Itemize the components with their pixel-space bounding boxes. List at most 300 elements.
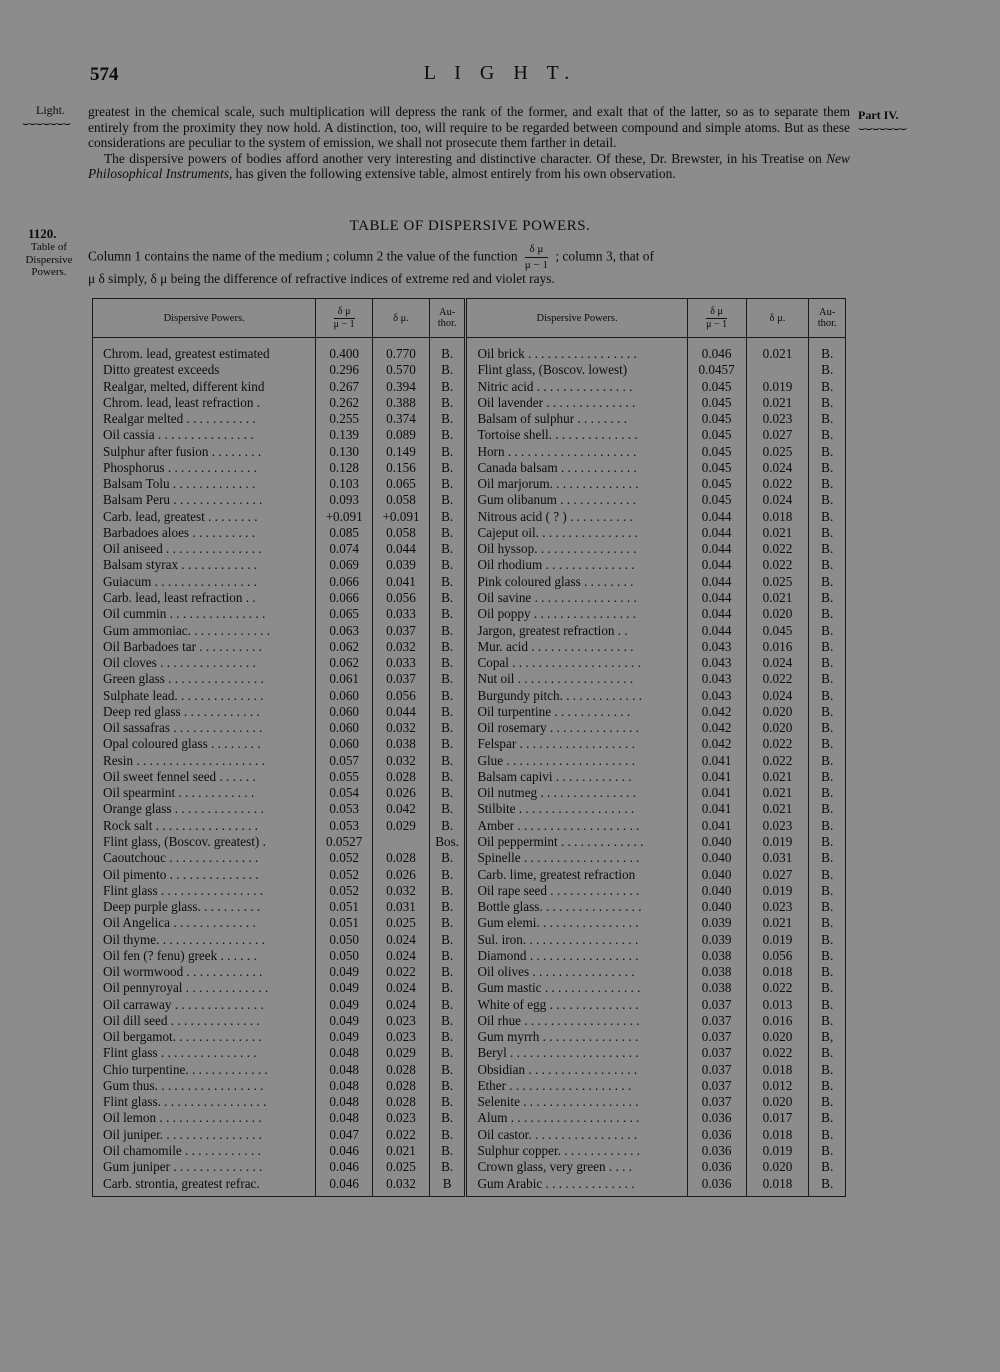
header-diff-left: δ μ. xyxy=(373,299,430,338)
header-author-right: Au- thor. xyxy=(809,299,846,338)
header-ratio-right: $\frac{\text{δ μ}}{\mu - 1}$ xyxy=(687,299,746,338)
left-ratio-value: 0.139 xyxy=(316,427,373,443)
left-ratio-value: 0.103 xyxy=(316,476,373,492)
left-author: B. xyxy=(429,1094,466,1110)
right-medium-name: Mur. acid . . . . . . . . . . . . . . . . xyxy=(466,639,687,655)
right-author: B. xyxy=(809,753,846,769)
right-difference-value: 0.020 xyxy=(746,1094,809,1110)
right-medium-name: Balsam capivi . . . . . . . . . . . . xyxy=(466,769,687,785)
table-row xyxy=(93,492,846,508)
left-medium-name: Carb. lead, greatest . . . . . . . . xyxy=(93,509,316,525)
right-author: B. xyxy=(809,1159,846,1175)
left-medium-name: Oil bergamot. . . . . . . . . . . . . . xyxy=(93,1029,316,1045)
right-medium-name: Stilbite . . . . . . . . . . . . . . . . . . xyxy=(466,801,687,817)
right-difference-value: 0.022 xyxy=(746,671,809,687)
left-difference-value: 0.058 xyxy=(373,492,430,508)
left-medium-name: Flint glass . . . . . . . . . . . . . . . xyxy=(93,1045,316,1061)
left-ratio-value: 0.057 xyxy=(316,753,373,769)
right-medium-name: Oil hyssop. . . . . . . . . . . . . . . . xyxy=(466,541,687,557)
paragraph-2: The dispersive powers of bodies afford another very interesting and distinctive character. Of these, Dr. Brewster, in his Treatise on New Philosophical Instruments, has given the following extensive table, almost entirely from his own observation. xyxy=(88,150,850,182)
left-difference-value: 0.089 xyxy=(373,427,430,443)
right-author: B. xyxy=(809,492,846,508)
left-difference-value: 0.039 xyxy=(373,557,430,573)
section-label: Table of Dispersive Powers. xyxy=(25,241,73,278)
right-difference-value: 0.021 xyxy=(746,769,809,785)
left-difference-value: 0.028 xyxy=(373,1094,430,1110)
left-difference-value: 0.023 xyxy=(373,1013,430,1029)
left-medium-name: Realgar melted . . . . . . . . . . . xyxy=(93,411,316,427)
right-ratio-value: 0.041 xyxy=(687,801,746,817)
left-ratio-value: 0.400 xyxy=(316,338,373,363)
right-ratio-value: 0.045 xyxy=(687,427,746,443)
left-author: B. xyxy=(429,379,466,395)
left-medium-name: Oil fen (? fenu) greek . . . . . . xyxy=(93,948,316,964)
right-ratio-value: 0.042 xyxy=(687,736,746,752)
right-difference-value: 0.023 xyxy=(746,899,809,915)
right-difference-value: 0.012 xyxy=(746,1078,809,1094)
left-difference-value: 0.028 xyxy=(373,1062,430,1078)
right-author: B, xyxy=(809,1029,846,1045)
left-author: B. xyxy=(429,1159,466,1175)
table-row xyxy=(93,427,846,443)
table-row xyxy=(93,476,846,492)
left-author: B. xyxy=(429,492,466,508)
left-difference-value: 0.025 xyxy=(373,1159,430,1175)
right-ratio-value: 0.045 xyxy=(687,379,746,395)
left-ratio-value: 0.052 xyxy=(316,883,373,899)
left-author: B. xyxy=(429,541,466,557)
left-difference-value: 0.025 xyxy=(373,915,430,931)
table-row xyxy=(93,834,846,850)
left-difference-value: 0.032 xyxy=(373,720,430,736)
left-medium-name: Gum thus. . . . . . . . . . . . . . . . . xyxy=(93,1078,316,1094)
table-row xyxy=(93,541,846,557)
table-row xyxy=(93,736,846,752)
left-author: B. xyxy=(429,1143,466,1159)
left-ratio-value: 0.048 xyxy=(316,1094,373,1110)
right-author: B. xyxy=(809,1143,846,1159)
right-ratio-value: 0.040 xyxy=(687,899,746,915)
left-ratio-value: +0.091 xyxy=(316,509,373,525)
right-author: B. xyxy=(809,964,846,980)
right-medium-name: Nut oil . . . . . . . . . . . . . . . . . . xyxy=(466,671,687,687)
right-medium-name: Gum mastic . . . . . . . . . . . . . . . xyxy=(466,980,687,996)
left-ratio-value: 0.055 xyxy=(316,769,373,785)
table-row xyxy=(93,623,846,639)
right-author: B. xyxy=(809,338,846,363)
right-author: B. xyxy=(809,818,846,834)
left-ratio-value: 0.062 xyxy=(316,639,373,655)
left-author: B. xyxy=(429,704,466,720)
right-ratio-value: 0.044 xyxy=(687,541,746,557)
table-row xyxy=(93,997,846,1013)
table-row xyxy=(93,704,846,720)
left-difference-value: 0.065 xyxy=(373,476,430,492)
left-author: B. xyxy=(429,606,466,622)
table-header-row xyxy=(93,299,846,338)
right-author: B. xyxy=(809,980,846,996)
left-medium-name: Chrom. lead, least refraction . xyxy=(93,395,316,411)
left-difference-value: +0.091 xyxy=(373,509,430,525)
left-ratio-value: 0.052 xyxy=(316,850,373,866)
right-ratio-value: 0.044 xyxy=(687,623,746,639)
left-ratio-value: 0.060 xyxy=(316,736,373,752)
right-difference-value: 0.025 xyxy=(746,444,809,460)
right-ratio-value: 0.045 xyxy=(687,460,746,476)
left-ratio-value: 0.049 xyxy=(316,980,373,996)
left-medium-name: Carb. lead, least refraction . . xyxy=(93,590,316,606)
left-medium-name: Gum ammoniac. . . . . . . . . . . . . xyxy=(93,623,316,639)
table-row xyxy=(93,850,846,866)
right-author: B. xyxy=(809,557,846,573)
table-row xyxy=(93,411,846,427)
left-medium-name: Gum juniper . . . . . . . . . . . . . . xyxy=(93,1159,316,1175)
left-medium-name: Flint glass, (Boscov. greatest) . xyxy=(93,834,316,850)
left-medium-name: Deep purple glass. . . . . . . . . . xyxy=(93,899,316,915)
right-author: B. xyxy=(809,362,846,378)
right-author: B. xyxy=(809,785,846,801)
table-row xyxy=(93,899,846,915)
left-difference-value: 0.031 xyxy=(373,899,430,915)
left-difference-value: 0.394 xyxy=(373,379,430,395)
table-row xyxy=(93,1176,846,1197)
right-difference-value: 0.021 xyxy=(746,338,809,363)
table-row xyxy=(93,964,846,980)
right-ratio-value: 0.037 xyxy=(687,1094,746,1110)
left-author: B. xyxy=(429,736,466,752)
right-author: B. xyxy=(809,720,846,736)
left-author: B. xyxy=(429,899,466,915)
right-ratio-value: 0.043 xyxy=(687,671,746,687)
right-author: B. xyxy=(809,541,846,557)
right-author: B. xyxy=(809,883,846,899)
left-ratio-value: 0.046 xyxy=(316,1176,373,1197)
left-medium-name: Oil sweet fennel seed . . . . . . xyxy=(93,769,316,785)
right-author: B. xyxy=(809,850,846,866)
table-row xyxy=(93,883,846,899)
right-medium-name: Copal . . . . . . . . . . . . . . . . . . . . xyxy=(466,655,687,671)
paragraph-1: greatest in the chemical scale, such multiplication will depress the rank of the former, and exalt that of the latter, so as to separate them entirely from the proximity they now hold. A distinction, too, will require to be regarded between compound and simple atoms. But as these considerations are peculiar to the system of emission, we shall not prosecute them farther in detail. xyxy=(88,104,850,151)
left-author: B. xyxy=(429,980,466,996)
left-difference-value: 0.023 xyxy=(373,1029,430,1045)
left-author: B xyxy=(429,1176,466,1197)
table-body xyxy=(93,338,846,1197)
running-head: L I G H T. xyxy=(423,62,577,84)
left-medium-name: Realgar, melted, different kind xyxy=(93,379,316,395)
right-difference-value: 0.027 xyxy=(746,427,809,443)
right-medium-name: Amber . . . . . . . . . . . . . . . . . . . xyxy=(466,818,687,834)
left-difference-value: 0.037 xyxy=(373,671,430,687)
left-author: B. xyxy=(429,1029,466,1045)
table-row xyxy=(93,525,846,541)
right-author: B. xyxy=(809,915,846,931)
right-ratio-value: 0.041 xyxy=(687,769,746,785)
left-ratio-value: 0.053 xyxy=(316,801,373,817)
right-difference-value: 0.021 xyxy=(746,525,809,541)
header-diff-right: δ μ. xyxy=(746,299,809,338)
left-ratio-value: 0.049 xyxy=(316,997,373,1013)
right-ratio-value: 0.040 xyxy=(687,834,746,850)
left-medium-name: Oil wormwood . . . . . . . . . . . . xyxy=(93,964,316,980)
right-difference-value: 0.024 xyxy=(746,655,809,671)
left-ratio-value: 0.061 xyxy=(316,671,373,687)
table-row xyxy=(93,932,846,948)
right-medium-name: Oil lavender . . . . . . . . . . . . . . xyxy=(466,395,687,411)
left-ratio-value: 0.047 xyxy=(316,1127,373,1143)
left-difference-value: 0.024 xyxy=(373,932,430,948)
right-author: B. xyxy=(809,671,846,687)
right-difference-value: 0.020 xyxy=(746,1029,809,1045)
right-author: B. xyxy=(809,639,846,655)
right-ratio-value: 0.036 xyxy=(687,1176,746,1197)
left-medium-name: Flint glass. . . . . . . . . . . . . . . . . xyxy=(93,1094,316,1110)
right-ratio-value: 0.040 xyxy=(687,883,746,899)
table-row xyxy=(93,671,846,687)
left-difference-value: 0.029 xyxy=(373,818,430,834)
left-medium-name: Guiacum . . . . . . . . . . . . . . . . xyxy=(93,574,316,590)
right-difference-value: 0.019 xyxy=(746,379,809,395)
right-author: B. xyxy=(809,427,846,443)
right-author: B. xyxy=(809,1127,846,1143)
left-medium-name: Oil cummin . . . . . . . . . . . . . . . xyxy=(93,606,316,622)
left-difference-value: 0.058 xyxy=(373,525,430,541)
right-author: B. xyxy=(809,948,846,964)
right-author: B. xyxy=(809,769,846,785)
right-ratio-value: 0.037 xyxy=(687,1078,746,1094)
right-ratio-value: 0.036 xyxy=(687,1110,746,1126)
left-difference-value: 0.033 xyxy=(373,655,430,671)
right-difference-value: 0.021 xyxy=(746,801,809,817)
right-difference-value: 0.022 xyxy=(746,476,809,492)
body-text xyxy=(88,104,850,182)
left-author: B. xyxy=(429,801,466,817)
right-medium-name: Canada balsam . . . . . . . . . . . . xyxy=(466,460,687,476)
right-ratio-value: 0.041 xyxy=(687,818,746,834)
left-difference-value: 0.770 xyxy=(373,338,430,363)
right-ratio-value: 0.044 xyxy=(687,557,746,573)
right-medium-name: Oil rosemary . . . . . . . . . . . . . . xyxy=(466,720,687,736)
left-author: B. xyxy=(429,867,466,883)
left-difference-value: 0.024 xyxy=(373,948,430,964)
table-row xyxy=(93,769,846,785)
right-ratio-value: 0.045 xyxy=(687,476,746,492)
right-ratio-value: 0.044 xyxy=(687,574,746,590)
right-author: B. xyxy=(809,1013,846,1029)
left-medium-name: Caoutchouc . . . . . . . . . . . . . . xyxy=(93,850,316,866)
right-ratio-value: 0.038 xyxy=(687,948,746,964)
left-difference-value: 0.042 xyxy=(373,801,430,817)
right-medium-name: Oil nutmeg . . . . . . . . . . . . . . . xyxy=(466,785,687,801)
right-author: B. xyxy=(809,997,846,1013)
right-medium-name: Oil brick . . . . . . . . . . . . . . . . . xyxy=(466,338,687,363)
right-author: B. xyxy=(809,411,846,427)
right-difference-value: 0.017 xyxy=(746,1110,809,1126)
left-ratio-value: 0.130 xyxy=(316,444,373,460)
right-ratio-value: 0.044 xyxy=(687,509,746,525)
right-author: B. xyxy=(809,444,846,460)
table-row xyxy=(93,1078,846,1094)
left-difference-value: 0.033 xyxy=(373,606,430,622)
function-fraction: $\frac{\text{δ μ}}{\mu - 1}$ xyxy=(524,243,548,271)
margin-note-left: Light. ⌣⌣⌣⌣⌣⌣⌣ xyxy=(22,103,71,130)
left-difference-value: 0.056 xyxy=(373,590,430,606)
table-row xyxy=(93,785,846,801)
right-difference-value: 0.021 xyxy=(746,785,809,801)
right-author: B. xyxy=(809,1110,846,1126)
left-author: B. xyxy=(429,362,466,378)
right-difference-value: 0.020 xyxy=(746,1159,809,1175)
table-row xyxy=(93,395,846,411)
left-author: B. xyxy=(429,785,466,801)
right-difference-value: 0.019 xyxy=(746,883,809,899)
left-medium-name: Oil spearmint . . . . . . . . . . . . xyxy=(93,785,316,801)
right-medium-name: Carb. lime, greatest refraction xyxy=(466,867,687,883)
right-medium-name: Burgundy pitch. . . . . . . . . . . . . xyxy=(466,688,687,704)
right-difference-value: 0.018 xyxy=(746,964,809,980)
left-ratio-value: 0.049 xyxy=(316,964,373,980)
right-medium-name: Oil marjorum. . . . . . . . . . . . . . xyxy=(466,476,687,492)
right-medium-name: Horn . . . . . . . . . . . . . . . . . . . . xyxy=(466,444,687,460)
table-row xyxy=(93,1045,846,1061)
left-medium-name: Oil Barbadoes tar . . . . . . . . . . xyxy=(93,639,316,655)
table-row xyxy=(93,720,846,736)
left-difference-value: 0.032 xyxy=(373,639,430,655)
left-difference-value: 0.041 xyxy=(373,574,430,590)
left-ratio-value: 0.066 xyxy=(316,590,373,606)
table-row xyxy=(93,1110,846,1126)
left-difference-value: 0.056 xyxy=(373,688,430,704)
right-author: B. xyxy=(809,623,846,639)
left-author: B. xyxy=(429,1078,466,1094)
left-ratio-value: 0.053 xyxy=(316,818,373,834)
table-row xyxy=(93,655,846,671)
table-row xyxy=(93,980,846,996)
left-author: B. xyxy=(429,720,466,736)
left-author: B. xyxy=(429,688,466,704)
right-author: B. xyxy=(809,509,846,525)
right-ratio-value: 0.036 xyxy=(687,1159,746,1175)
left-medium-name: Oil sassafras . . . . . . . . . . . . . . xyxy=(93,720,316,736)
right-difference-value: 0.022 xyxy=(746,980,809,996)
right-medium-name: Gum elemi. . . . . . . . . . . . . . . . xyxy=(466,915,687,931)
left-author: B. xyxy=(429,338,466,363)
left-difference-value: 0.037 xyxy=(373,623,430,639)
right-ratio-value: 0.045 xyxy=(687,444,746,460)
right-difference-value: 0.018 xyxy=(746,1062,809,1078)
left-ratio-value: 0.063 xyxy=(316,623,373,639)
table-row xyxy=(93,639,846,655)
right-ratio-value: 0.040 xyxy=(687,867,746,883)
left-difference-value: 0.029 xyxy=(373,1045,430,1061)
right-medium-name: Sulphur copper. . . . . . . . . . . . . xyxy=(466,1143,687,1159)
right-medium-name: Gum Arabic . . . . . . . . . . . . . . xyxy=(466,1176,687,1197)
right-medium-name: Oil savine . . . . . . . . . . . . . . . . xyxy=(466,590,687,606)
right-author: B. xyxy=(809,590,846,606)
left-ratio-value: 0.255 xyxy=(316,411,373,427)
left-medium-name: Phosphorus . . . . . . . . . . . . . . xyxy=(93,460,316,476)
left-difference-value: 0.374 xyxy=(373,411,430,427)
table-row xyxy=(93,444,846,460)
right-ratio-value: 0.041 xyxy=(687,785,746,801)
header-name-right: Dispersive Powers. xyxy=(466,299,687,338)
right-ratio-value: 0.040 xyxy=(687,850,746,866)
left-difference-value: 0.024 xyxy=(373,997,430,1013)
right-ratio-value: 0.037 xyxy=(687,1062,746,1078)
right-medium-name: Oil peppermint . . . . . . . . . . . . . xyxy=(466,834,687,850)
left-author: B. xyxy=(429,932,466,948)
right-author: B. xyxy=(809,655,846,671)
right-ratio-value: 0.044 xyxy=(687,590,746,606)
right-difference-value: 0.020 xyxy=(746,704,809,720)
left-ratio-value: 0.074 xyxy=(316,541,373,557)
left-author: B. xyxy=(429,1062,466,1078)
left-medium-name: Chrom. lead, greatest estimated xyxy=(93,338,316,363)
right-medium-name: Oil rhodium . . . . . . . . . . . . . . xyxy=(466,557,687,573)
right-ratio-value: 0.046 xyxy=(687,338,746,363)
left-difference-value: 0.044 xyxy=(373,541,430,557)
margin-note-right: Part IV. ⌣⌣⌣⌣⌣⌣⌣ xyxy=(858,108,907,135)
left-author: B. xyxy=(429,525,466,541)
left-medium-name: Oil dill seed . . . . . . . . . . . . . . xyxy=(93,1013,316,1029)
left-ratio-value: 0.085 xyxy=(316,525,373,541)
left-medium-name: Deep red glass . . . . . . . . . . . . xyxy=(93,704,316,720)
left-author: B. xyxy=(429,948,466,964)
right-ratio-value: 0.039 xyxy=(687,932,746,948)
left-medium-name: Oil juniper. . . . . . . . . . . . . . . . xyxy=(93,1127,316,1143)
right-author: B. xyxy=(809,379,846,395)
left-medium-name: Oil pennyroyal . . . . . . . . . . . . . xyxy=(93,980,316,996)
right-difference-value: 0.018 xyxy=(746,1127,809,1143)
right-ratio-value: 0.037 xyxy=(687,1045,746,1061)
left-medium-name: Oil aniseed . . . . . . . . . . . . . . . xyxy=(93,541,316,557)
right-difference-value: 0.021 xyxy=(746,590,809,606)
right-medium-name: Alum . . . . . . . . . . . . . . . . . . . . xyxy=(466,1110,687,1126)
right-difference-value: 0.016 xyxy=(746,639,809,655)
right-medium-name: Jargon, greatest refraction . . xyxy=(466,623,687,639)
right-difference-value: 0.019 xyxy=(746,834,809,850)
right-difference-value: 0.022 xyxy=(746,557,809,573)
table-row xyxy=(93,590,846,606)
right-medium-name: Crown glass, very green . . . . xyxy=(466,1159,687,1175)
right-author: B. xyxy=(809,704,846,720)
left-author: B. xyxy=(429,639,466,655)
left-difference-value xyxy=(373,834,430,850)
left-difference-value: 0.570 xyxy=(373,362,430,378)
right-medium-name: White of egg . . . . . . . . . . . . . . xyxy=(466,997,687,1013)
right-ratio-value: 0.042 xyxy=(687,704,746,720)
left-medium-name: Oil chamomile . . . . . . . . . . . . xyxy=(93,1143,316,1159)
left-author: Bos. xyxy=(429,834,466,850)
left-medium-name: Oil pimento . . . . . . . . . . . . . . xyxy=(93,867,316,883)
right-medium-name: Gum myrrh . . . . . . . . . . . . . . . xyxy=(466,1029,687,1045)
right-medium-name: Oil poppy . . . . . . . . . . . . . . . . xyxy=(466,606,687,622)
right-author: B. xyxy=(809,834,846,850)
table-row xyxy=(93,801,846,817)
left-medium-name: Ditto greatest exceeds xyxy=(93,362,316,378)
left-author: B. xyxy=(429,1127,466,1143)
left-author: B. xyxy=(429,460,466,476)
left-medium-name: Flint glass . . . . . . . . . . . . . . . . xyxy=(93,883,316,899)
table-row xyxy=(93,867,846,883)
table-row xyxy=(93,1159,846,1175)
left-difference-value: 0.032 xyxy=(373,883,430,899)
header-name-left: Dispersive Powers. xyxy=(93,299,316,338)
right-difference-value: 0.022 xyxy=(746,736,809,752)
left-ratio-value: 0.262 xyxy=(316,395,373,411)
right-medium-name: Bottle glass. . . . . . . . . . . . . . . . xyxy=(466,899,687,915)
left-ratio-value: 0.128 xyxy=(316,460,373,476)
book-title: New Philosophical Instruments, xyxy=(88,150,850,182)
